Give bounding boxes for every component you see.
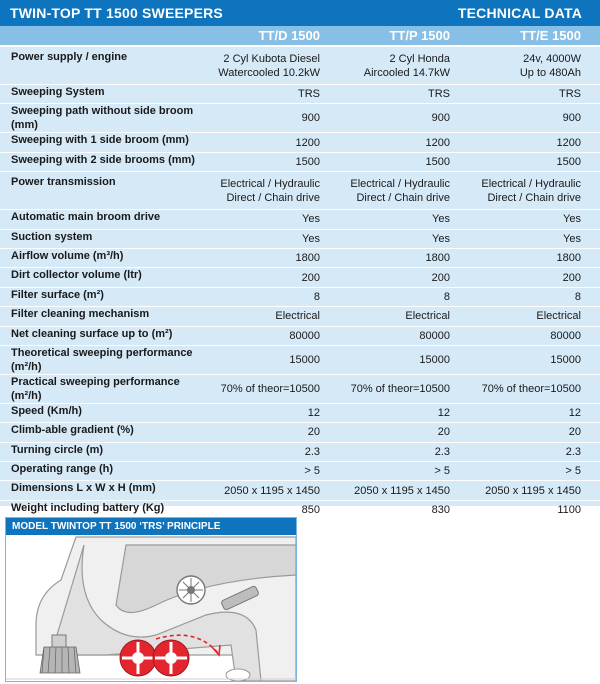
row-gap	[584, 248, 600, 267]
spec-value-cell	[213, 229, 323, 248]
spec-value: Electrical	[275, 310, 320, 323]
spec-value-cell	[453, 104, 584, 133]
row-label: Suction system	[0, 229, 213, 248]
spec-value-cell	[213, 442, 323, 461]
spec-value-cell	[453, 326, 584, 345]
row-gap	[584, 229, 600, 248]
spec-value-cell	[213, 85, 323, 104]
table-row	[0, 326, 600, 345]
row-gap	[584, 345, 600, 374]
spec-value-cell	[453, 210, 584, 229]
row-gap	[584, 481, 600, 500]
header-gap	[584, 26, 600, 46]
spec-value-cell	[213, 152, 323, 171]
spec-value: 20	[437, 426, 450, 439]
table-row	[0, 229, 600, 248]
spec-value: Direct / Chain drive	[356, 191, 450, 204]
spec-value: 1500	[295, 155, 320, 168]
spec-value: Up to 480Ah	[519, 66, 581, 79]
spec-value: 15000	[289, 353, 320, 366]
table-row	[0, 442, 600, 461]
spec-value-cell	[213, 374, 323, 403]
spec-table-panel	[0, 26, 600, 517]
spec-value-cell	[213, 210, 323, 229]
spec-value: 70% of theor=10500	[220, 382, 320, 395]
spec-value: 900	[301, 112, 320, 125]
row-gap	[584, 133, 600, 152]
spec-value: 2 Cyl Honda	[389, 52, 450, 65]
spec-value-cell	[453, 229, 584, 248]
table-row	[0, 345, 600, 374]
spec-table-body	[0, 46, 600, 520]
row-gap	[584, 287, 600, 306]
row-label: Dirt collector volume (ltr)	[0, 268, 213, 287]
spec-value: 8	[574, 290, 581, 303]
spec-value: 2050 x 1195 x 1450	[224, 484, 320, 497]
spec-value: 900	[431, 112, 450, 125]
spec-value-cell	[453, 423, 584, 442]
spec-value: Yes	[302, 232, 320, 245]
spec-value: Electrical / Hydraulic	[350, 177, 450, 190]
spec-value-cell	[323, 287, 453, 306]
spec-value: Yes	[302, 213, 320, 226]
table-row	[0, 172, 600, 210]
spec-table	[0, 26, 600, 520]
spec-value: 1500	[425, 155, 450, 168]
spec-value: 15000	[419, 353, 450, 366]
spec-value-cell	[213, 287, 323, 306]
spec-value: 1200	[425, 136, 450, 149]
spec-value: TRS	[298, 88, 320, 101]
spec-value-cell	[453, 268, 584, 287]
row-label: Sweeping with 2 side brooms (mm)	[0, 152, 213, 171]
spec-value: 2.3	[304, 445, 320, 458]
spec-value-cell	[323, 248, 453, 267]
spec-value: Yes	[563, 232, 581, 245]
spec-value: Electrical / Hydraulic	[220, 177, 320, 190]
row-label: Filter cleaning mechanism	[0, 307, 213, 326]
spec-value: 2 Cyl Kubota Diesel	[223, 52, 320, 65]
section-title: TECHNICAL DATA	[457, 5, 582, 21]
spec-value-cell	[323, 152, 453, 171]
spec-value: 70% of theor=10500	[350, 382, 450, 395]
row-label: Practical sweeping performance (m²/h)	[0, 374, 213, 403]
spec-value: Watercooled 10.2kW	[218, 66, 320, 79]
spec-value-cell	[453, 85, 584, 104]
spec-value-cell	[323, 345, 453, 374]
spec-value: 1100	[557, 504, 581, 517]
spec-value: > 5	[304, 465, 320, 478]
table-row	[0, 85, 600, 104]
spec-value-cell	[323, 268, 453, 287]
row-label: Turning circle (m)	[0, 442, 213, 461]
spec-value: Electrical / Hydraulic	[481, 177, 581, 190]
table-row	[0, 152, 600, 171]
main-broom-left-icon	[120, 640, 156, 676]
spec-value: > 5	[434, 465, 450, 478]
row-gap	[584, 268, 600, 287]
spec-value: 850	[301, 504, 320, 517]
row-gap	[584, 104, 600, 133]
spec-value-cell	[323, 104, 453, 133]
spec-value-cell	[213, 172, 323, 210]
row-gap	[584, 374, 600, 403]
table-row	[0, 403, 600, 422]
suction-fan-icon	[177, 576, 205, 604]
row-label: Operating range (h)	[0, 462, 213, 481]
spec-value: 200	[301, 271, 320, 284]
spec-value-cell	[213, 133, 323, 152]
spec-value-cell	[323, 307, 453, 326]
spec-value: 80000	[550, 329, 581, 342]
trs-principle-diagram	[5, 517, 297, 682]
spec-value: 8	[443, 290, 450, 303]
row-label: Power transmission	[0, 172, 213, 210]
spec-value-cell	[213, 46, 323, 85]
row-label: Speed (Km/h)	[0, 403, 213, 422]
row-gap	[584, 326, 600, 345]
row-label: Power supply / engine	[0, 46, 213, 85]
spec-value-cell	[323, 172, 453, 210]
table-row	[0, 481, 600, 500]
row-label: Dimensions L x W x H (mm)	[0, 481, 213, 500]
spec-value-cell	[323, 85, 453, 104]
row-label: Filter surface (m²)	[0, 287, 213, 306]
spec-value-cell	[323, 210, 453, 229]
spec-value-cell	[323, 423, 453, 442]
row-gap	[584, 462, 600, 481]
spec-value-cell	[213, 104, 323, 133]
table-row	[0, 248, 600, 267]
spec-value: 1800	[295, 252, 320, 265]
spec-value: 1500	[556, 155, 581, 168]
spec-value: 2.3	[434, 445, 450, 458]
row-gap	[584, 307, 600, 326]
spec-value-cell	[213, 345, 323, 374]
spec-value: 1800	[556, 252, 581, 265]
table-row	[0, 423, 600, 442]
row-label: Climb-able gradient (%)	[0, 423, 213, 442]
spec-value-cell	[323, 403, 453, 422]
spec-value: Yes	[563, 213, 581, 226]
spec-value-cell	[323, 462, 453, 481]
spec-value-cell	[453, 172, 584, 210]
spec-value: Yes	[432, 213, 450, 226]
row-label: Net cleaning surface up to (m²)	[0, 326, 213, 345]
table-row	[0, 268, 600, 287]
spec-value-cell	[213, 481, 323, 500]
spec-value-cell	[213, 307, 323, 326]
spec-value-cell	[453, 500, 584, 519]
spec-value: 2050 x 1195 x 1450	[354, 484, 450, 497]
spec-value-cell	[453, 403, 584, 422]
spec-value: TRS	[559, 88, 581, 101]
spec-value: Yes	[432, 232, 450, 245]
spec-value: 15000	[550, 353, 581, 366]
spec-value-cell	[453, 345, 584, 374]
row-gap	[584, 442, 600, 461]
spec-value: Direct / Chain drive	[226, 191, 320, 204]
spec-value-cell	[453, 442, 584, 461]
spec-value: 12	[437, 407, 450, 420]
spec-value-cell	[323, 46, 453, 85]
column-header: TT/E 1500	[453, 26, 584, 46]
row-label: Automatic main broom drive	[0, 210, 213, 229]
table-row	[0, 133, 600, 152]
spec-value-cell	[213, 423, 323, 442]
spec-value: 8	[313, 290, 320, 303]
spec-value-cell	[453, 462, 584, 481]
spec-value-cell	[213, 403, 323, 422]
row-label: Sweeping System	[0, 85, 213, 104]
spec-value-cell	[213, 462, 323, 481]
spec-value: 900	[562, 112, 581, 125]
table-row	[0, 46, 600, 85]
spec-value: 2050 x 1195 x 1450	[485, 484, 581, 497]
row-label: Theoretical sweeping performance (m²/h)	[0, 345, 213, 374]
spec-value-cell	[453, 287, 584, 306]
row-gap	[584, 423, 600, 442]
spec-value: 2.3	[565, 445, 581, 458]
spec-value-cell	[453, 374, 584, 403]
row-label: Sweeping path without side broom (mm)	[0, 104, 213, 133]
spec-value: 20	[568, 426, 581, 439]
spec-value: > 5	[565, 465, 581, 478]
row-gap	[584, 210, 600, 229]
spec-value: Electrical	[536, 310, 581, 323]
spec-value-cell	[453, 248, 584, 267]
spec-value-cell	[323, 229, 453, 248]
diagram-title: MODEL TWINTOP TT 1500 ‘TRS’ PRINCIPLE	[6, 518, 296, 535]
spec-value: Aircooled 14.7kW	[363, 66, 450, 79]
spec-value-cell	[453, 307, 584, 326]
table-row	[0, 287, 600, 306]
row-gap	[584, 46, 600, 85]
table-row	[0, 104, 600, 133]
row-gap	[584, 403, 600, 422]
spec-value: 12	[568, 407, 581, 420]
row-gap	[584, 85, 600, 104]
title-banner	[0, 0, 600, 26]
spec-value-cell	[213, 326, 323, 345]
spec-value: 20	[307, 426, 320, 439]
spec-value: 80000	[289, 329, 320, 342]
spec-value-cell	[323, 442, 453, 461]
spec-value-cell	[453, 481, 584, 500]
spec-value: 80000	[419, 329, 450, 342]
spec-value: 1200	[556, 136, 581, 149]
spec-value: 200	[562, 271, 581, 284]
spec-value-cell	[453, 133, 584, 152]
row-label: Weight including battery (Kg)	[0, 500, 213, 519]
spec-value-cell	[323, 500, 453, 519]
spec-value: Electrical	[405, 310, 450, 323]
product-title: TWIN-TOP TT 1500 SWEEPERS	[10, 5, 223, 21]
spec-value-cell	[323, 374, 453, 403]
spec-value-cell	[323, 481, 453, 500]
row-gap	[584, 172, 600, 210]
column-header: TT/D 1500	[213, 26, 323, 46]
spec-value-cell	[213, 248, 323, 267]
column-header-row	[0, 26, 600, 46]
spec-value-cell	[453, 152, 584, 171]
row-gap	[584, 152, 600, 171]
row-label: Sweeping with 1 side broom (mm)	[0, 133, 213, 152]
row-label: Airflow volume (m³/h)	[0, 248, 213, 267]
spec-value: 70% of theor=10500	[481, 382, 581, 395]
spec-value: 200	[431, 271, 450, 284]
spec-value-cell	[323, 133, 453, 152]
spec-value: 830	[431, 504, 450, 517]
spec-value-cell	[453, 46, 584, 85]
spec-value: 12	[307, 407, 320, 420]
table-row	[0, 307, 600, 326]
spec-value: TRS	[428, 88, 450, 101]
header-spacer	[0, 26, 213, 46]
sweeper-illustration	[6, 535, 296, 681]
main-broom-right-icon	[153, 640, 189, 676]
spec-value: 1800	[425, 252, 450, 265]
table-row	[0, 374, 600, 403]
spec-value: Direct / Chain drive	[487, 191, 581, 204]
spec-value-cell	[213, 268, 323, 287]
spec-value: 1200	[295, 136, 320, 149]
spec-value: 24v, 4000W	[523, 52, 581, 65]
spec-value-cell	[323, 326, 453, 345]
row-gap	[584, 500, 600, 519]
column-header: TT/P 1500	[323, 26, 453, 46]
table-row	[0, 210, 600, 229]
table-row	[0, 462, 600, 481]
